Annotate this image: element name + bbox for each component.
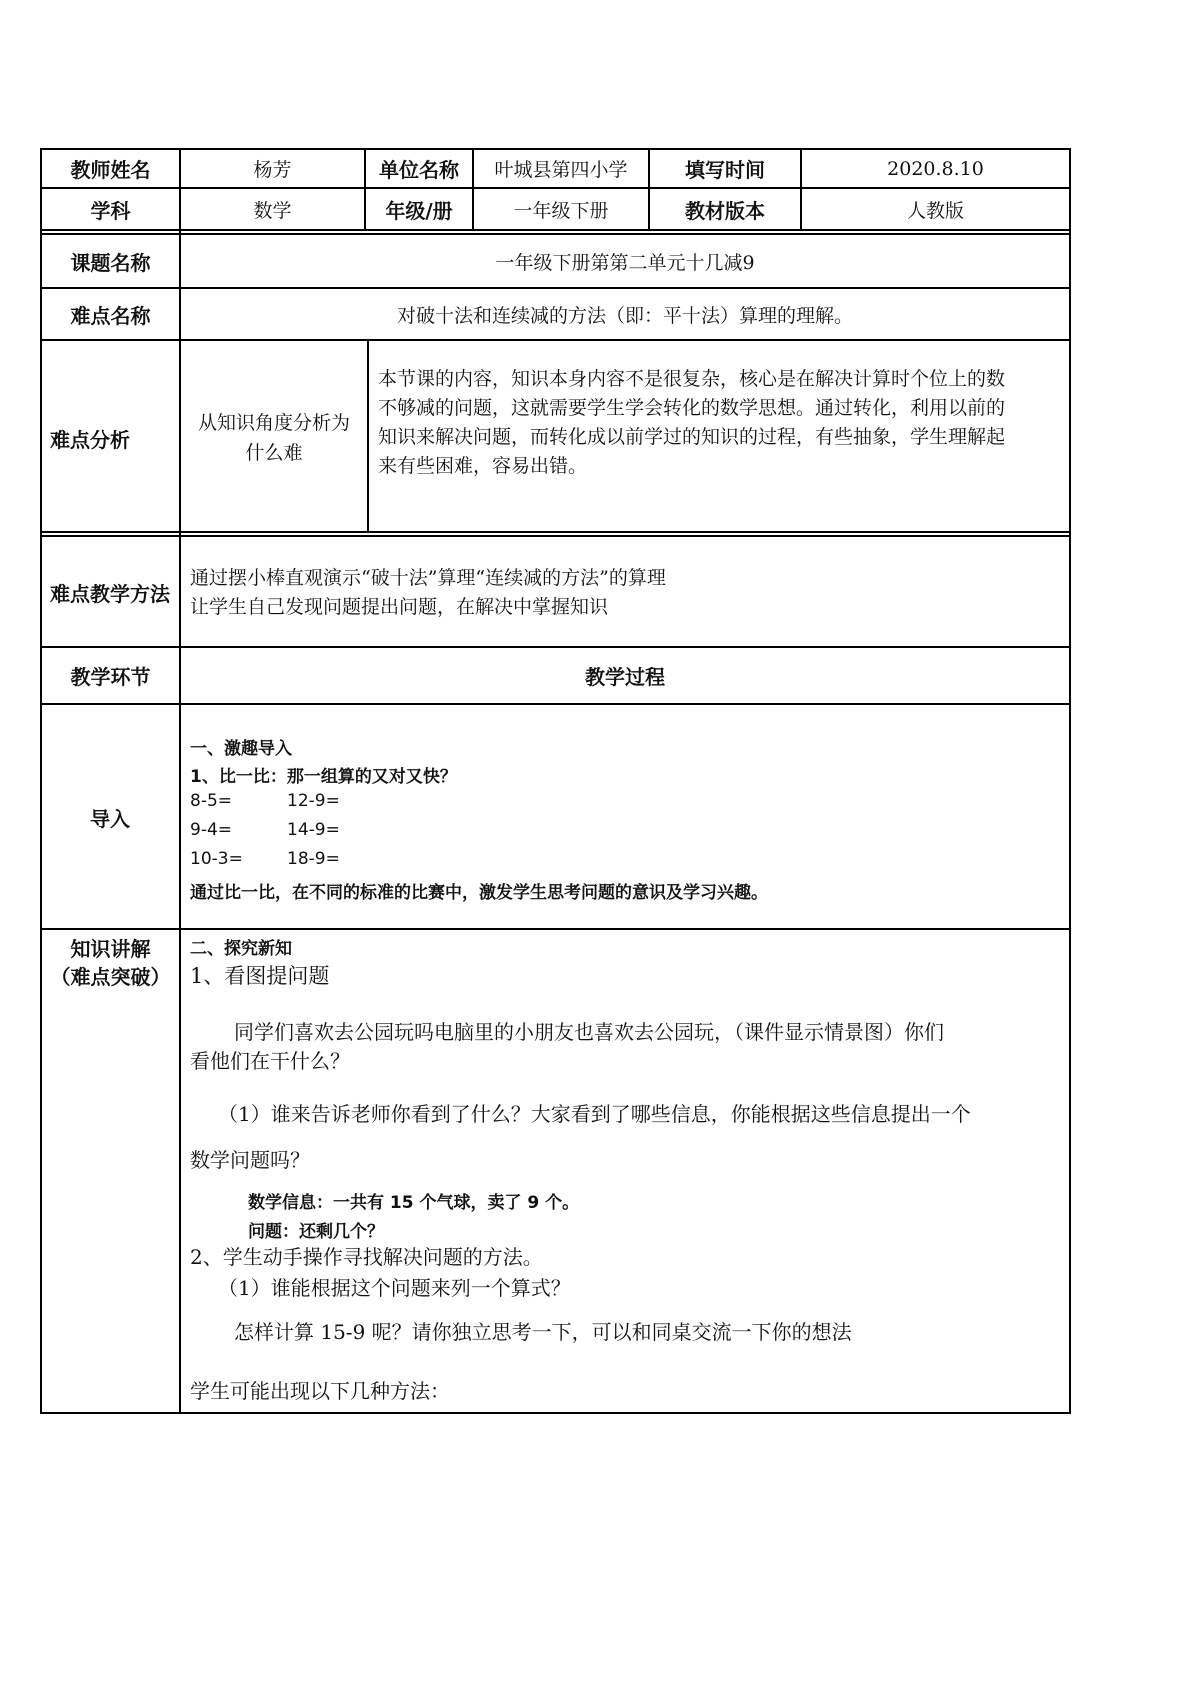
topic-value: 一年级下册第第二单元十几减9	[495, 251, 755, 274]
paragraph-line: 看他们在干什么？	[190, 1049, 350, 1073]
paragraph-line: （1）谁来告诉老师你看到了什么？大家看到了哪些信息，你能根据这些信息提出一个	[218, 1102, 971, 1126]
subject-value: 数学	[253, 199, 292, 222]
methods-intro: 学生可能出现以下几种方法：	[190, 1379, 450, 1403]
equation-left: 10-3=	[190, 849, 243, 869]
knowledge-label-line: 知识讲解	[70, 937, 151, 961]
process-stage-label: 教学环节	[70, 665, 151, 689]
analysis-text-line: 不够减的问题，这就需要学生学会转化的数学思想。通过转化，利用以前的	[378, 397, 1006, 419]
intro-title: 一、激趣导入	[190, 739, 292, 759]
equation-right: 14-9=	[287, 820, 340, 840]
unit-name-label: 单位名称	[379, 158, 459, 182]
grade-label: 年级/册	[385, 198, 453, 223]
topic-label: 课题名称	[70, 250, 151, 275]
knowledge-title: 二、探究新知	[190, 939, 292, 959]
analysis-text-line: 本节课的内容，知识本身内容不是很复杂，核心是在解决计算时个位上的数	[378, 368, 1006, 390]
process-header-value: 教学过程	[585, 665, 665, 689]
equation-right: 12-9=	[287, 791, 340, 811]
teacher-name-label: 教师姓名	[70, 158, 151, 182]
date-label: 填写时间	[685, 158, 765, 182]
edition-label: 教材版本	[685, 198, 765, 223]
step1-heading: 1、看图提问题	[190, 964, 330, 988]
analysis-sublabel	[181, 408, 367, 468]
analysis-text-line: 知识来解决问题，而转化成以前学过的知识的过程，有些抽象，学生理解起	[378, 426, 1006, 448]
analysis-sublabel-line: 什么难	[245, 442, 303, 464]
step2-heading: 2、学生动手操作寻找解决问题的方法。	[190, 1245, 543, 1269]
equation-right: 18-9=	[287, 849, 340, 869]
intro-label: 导入	[90, 807, 130, 831]
grade-value: 一年级下册	[513, 199, 609, 222]
teacher-name-value: 杨芳	[253, 159, 292, 181]
difficulty-value: 对破十法和连续减的方法（即：平十法）算理的理解。	[396, 304, 853, 327]
step2-how: 怎样计算 15-9 呢？请你独立思考一下，可以和同桌交流一下你的想法	[234, 1320, 852, 1344]
paragraph-line: 数学问题吗？	[190, 1148, 310, 1172]
step2-question: （1）谁能根据这个问题来列一个算式？	[218, 1276, 571, 1300]
equation-left: 8-5=	[190, 791, 233, 811]
analysis-sublabel-line: 从知识角度分析为	[197, 412, 350, 434]
paragraph-line: 同学们喜欢去公园玩吗电脑里的小朋友也喜欢去公园玩，（课件显示情景图）你们	[234, 1020, 944, 1044]
math-info: 数学信息：一共有 15 个气球，卖了 9 个。	[248, 1193, 580, 1213]
subject-label: 学科	[90, 198, 131, 223]
math-problem: 问题：还剩几个？	[248, 1222, 384, 1242]
intro-question: 1、比一比：那一组算的又对又快？	[190, 767, 457, 787]
method-line: 通过摆小棒直观演示“破十法”算理“连续减的方法”的算理	[190, 567, 666, 589]
knowledge-label	[42, 935, 179, 991]
intro-summary: 通过比一比，在不同的标准的比赛中，激发学生思考问题的意识及学习兴趣。	[190, 883, 768, 903]
method-label: 难点教学方法	[50, 582, 170, 606]
analysis-text-line: 来有些困难，容易出错。	[378, 455, 588, 477]
knowledge-label-line: （难点突破）	[50, 965, 171, 989]
difficulty-label: 难点名称	[70, 303, 151, 328]
analysis-label: 难点分析	[50, 428, 130, 452]
date-value: 2020.8.10	[887, 157, 984, 180]
edition-value: 人教版	[906, 199, 964, 222]
method-line: 让学生自己发现问题提出问题，在解决中掌握知识	[190, 596, 609, 618]
unit-name-value: 叶城县第四小学	[494, 159, 628, 181]
equation-left: 9-4=	[190, 820, 233, 840]
